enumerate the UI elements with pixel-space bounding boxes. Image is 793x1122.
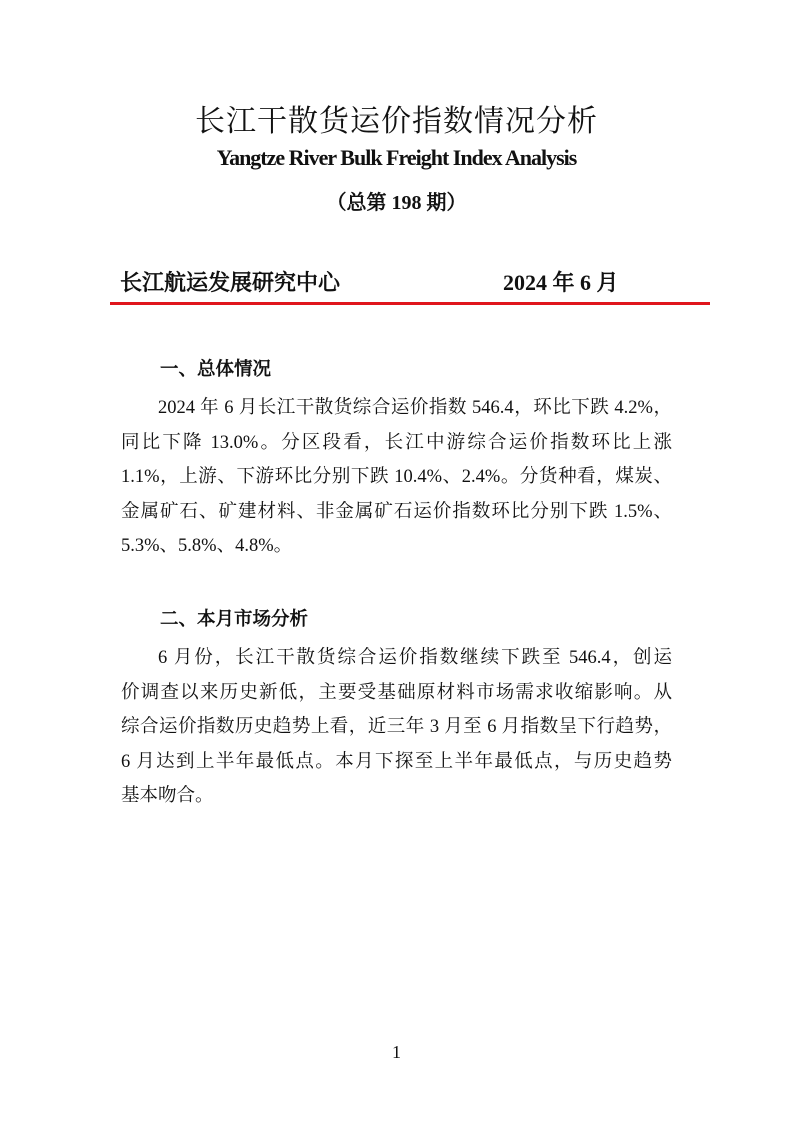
document-title: 长江干散货运价指数情况分析 (195, 104, 598, 139)
text-line: 价调查以来历史新低，主要受基础原材料市场需求收缩影响。从 (121, 682, 672, 703)
text-line: 综合运价指数历史趋势上看，近三年 3 月至 6 月指数呈下行趋势， (121, 717, 672, 737)
text-line: 6 月达到上半年最低点。本月下探至上半年最低点，与历史趋势 (121, 751, 672, 772)
text-line: 1.1%，上游、下游环比分别下跌 10.4%、2.4%。分货种看，煤炭、 (121, 467, 672, 487)
text-line: 金属矿石、矿建材料、非金属矿石运价指数环比分别下跌 1.5%、 (121, 501, 672, 522)
document-subtitle: Yangtze River Bulk Freight Index Analysis (216, 145, 577, 170)
text-line: 2024 年 6 月长江干散货综合运价指数 546.4，环比下跌 4.2%， (158, 398, 672, 418)
section-heading-overview: 一、总体情况 (160, 359, 272, 380)
section-body-market-analysis (121, 641, 672, 814)
text-line: 6 月份，长江干散货综合运价指数继续下跌至 546.4，创运 (158, 648, 672, 668)
issue-number: （总第 198 期） (326, 192, 467, 214)
publication-date: 2024 年 6 月 (503, 270, 619, 295)
text-line: 基本吻合。 (121, 786, 214, 806)
organization: 长江航运发展研究中心 (120, 270, 341, 295)
header-divider (110, 302, 710, 305)
section-heading-market-analysis: 二、本月市场分析 (160, 609, 309, 630)
section-body-overview (121, 391, 672, 564)
text-line: 5.3%、5.8%、4.8%。 (121, 536, 293, 556)
page-number: 1 (392, 1042, 401, 1062)
text-line: 同比下降 13.0%。分区段看，长江中游综合运价指数环比上涨 (121, 432, 672, 453)
